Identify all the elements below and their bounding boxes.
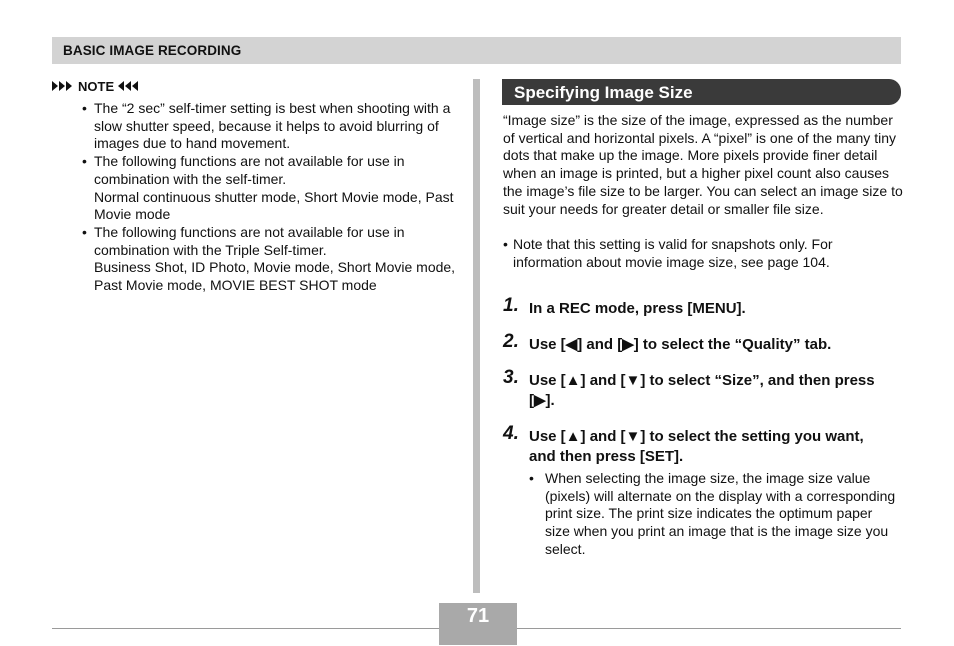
- bullet-marker: •: [529, 470, 534, 486]
- note-label: NOTE: [78, 78, 115, 94]
- note-item: [82, 153, 462, 224]
- page-number-box: [439, 603, 517, 645]
- intro-bullet-text: Note that this setting is valid for snapshots only. For information about movie image size, see page 104.: [513, 236, 833, 270]
- intro-paragraph: “Image size” is the size of the image, expressed as the number of vertical and horizontal pixels. A “pixel” is one of the many tiny dots that make up the image. More pixels provide finer detail when an image is printed, but a higher pixel count also causes the image’s file size to be larger. You can select an image size to suit your needs for greater detail or smaller file size.: [503, 112, 903, 217]
- step-number: 3.: [503, 367, 519, 388]
- bullet-marker: •: [503, 236, 508, 252]
- section-title: Specifying Image Size: [514, 83, 693, 102]
- step-text: Use [▲] and [▼] to select the setting you want, and then press [SET].: [529, 428, 864, 465]
- step-number: 1.: [503, 295, 519, 316]
- note-list: [82, 100, 462, 295]
- page-number: 71: [466, 605, 490, 627]
- note-item-subtext: Business Shot, ID Photo, Movie mode, Short Movie mode, Past Movie mode, MOVIE BEST SHOT mode: [94, 259, 456, 294]
- note-heading: [52, 78, 140, 94]
- note-item-text: The “2 sec” self-timer setting is best when shooting with a slow shutter speed, because it helps to avoid blurring of images due to hand movement.: [94, 100, 451, 152]
- triple-arrow-right-icon: [52, 80, 74, 92]
- section-heading-bar: [502, 79, 901, 105]
- note-item: [82, 224, 462, 295]
- note-item-subtext: Normal continuous shutter mode, Short Movie mode, Past Movie mode: [94, 188, 454, 223]
- triple-arrow-left-icon: [118, 80, 140, 92]
- step-4-bullet: [529, 470, 901, 559]
- step-text: Use [▲] and [▼] to select “Size”, and then press [▶].: [529, 372, 875, 409]
- step-4-bullet-text: When selecting the image size, the image size value (pixels) will alternate on the display with a corresponding print size. The print size indicates the optimum paper size when you print an image that is the image size you select.: [545, 470, 896, 557]
- note-item-text: The following functions are not available for use in combination with the self-timer.: [94, 153, 405, 187]
- chapter-title: BASIC IMAGE RECORDING: [63, 43, 242, 58]
- intro-bullet: [503, 236, 903, 271]
- column-divider: [473, 79, 480, 593]
- step-text: Use [◀] and [▶] to select the “Quality” tab.: [529, 336, 832, 353]
- header-bar: [52, 37, 901, 64]
- step-text: In a REC mode, press [MENU].: [529, 300, 746, 317]
- step-number: 4.: [503, 423, 519, 444]
- note-item-text: The following functions are not available for use in combination with the Triple Self-timer.: [94, 223, 405, 258]
- step-number: 2.: [503, 331, 519, 352]
- note-item: [82, 100, 462, 153]
